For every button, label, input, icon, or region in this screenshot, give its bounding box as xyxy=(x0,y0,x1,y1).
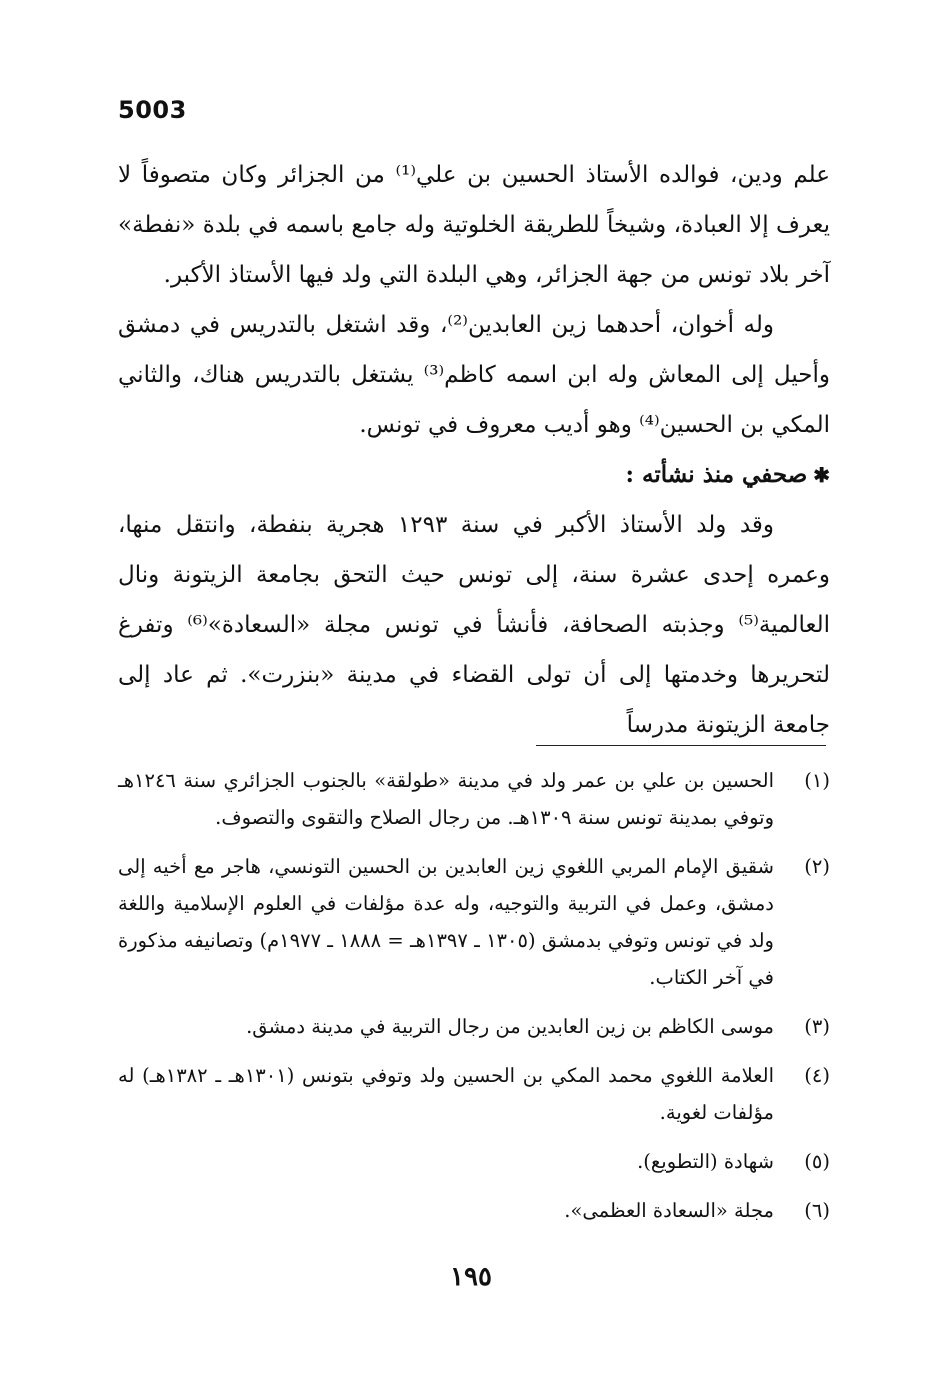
paragraph-2: وله أخوان، أحدهما زين العابدين⁽²⁾، وقد اشتغل بالتدريس في دمشق وأحيل إلى المعاش وله ابن اسمه كاظم⁽³⁾ يشتغل بالتدريس هناك، والثاني المكي بن الحسين⁽⁴⁾ وهو أديب معروف في تونس. xyxy=(118,312,831,438)
footnote-text: شقيق الإمام المربي اللغوي زين العابدين بن الحسين التونسي، هاجر مع أخيه إلى دمشق، وعمل في التربية والتوجيه، وله عدة مؤلفات في العلوم الإسلامية واللغة ولد في تونس وتوفي بدمشق (١٣٠٥ ـ ١٣٩٧هـ = ١٨٨٨ ـ ١٩٧٧م) وتصانيفه مذكورة في آخر الكتاب. xyxy=(118,855,774,989)
main-text xyxy=(118,150,830,750)
page-number-top: 5003 xyxy=(118,96,187,124)
section-heading-text: صحفي منذ نشأته : xyxy=(625,461,808,488)
footnote-number: (٥) xyxy=(804,1150,830,1173)
section-heading xyxy=(118,450,830,500)
footnote xyxy=(118,1192,830,1229)
footnote-text: شهادة (التطويع). xyxy=(637,1150,774,1173)
footnote-text: مجلة «السعادة العظمى». xyxy=(564,1199,774,1222)
footnote xyxy=(118,762,830,836)
footnote-text: العلامة اللغوي محمد المكي بن الحسين ولد وتوفي بتونس (١٣٠١هـ ـ ١٣٨٢هـ) له مؤلفات لغوية. xyxy=(118,1064,775,1124)
footnote-number: (٢) xyxy=(804,855,830,878)
footnote-number: (٣) xyxy=(804,1015,830,1038)
footnote-number: (٤) xyxy=(804,1064,830,1087)
star-icon: ✱ xyxy=(813,463,830,487)
paragraph-3: وقد ولد الأستاذ الأكبر في سنة ١٢٩٣ هجرية بنفطة، وانتقل منها، وعمره إحدى عشرة سنة، إلى تونس حيث التحق بجامعة الزيتونة ونال العالمية⁽⁵⁾ وجذبته الصحافة، فأنشأ في تونس مجلة «السعادة»⁽⁶⁾ وتفرغ لتحريرها وخدمتها إلى أن تولى القضاء في مدينة «بنزرت». ثم عاد إلى جامعة الزيتونة مدرساً xyxy=(118,512,830,738)
footnote xyxy=(118,1057,830,1131)
footnote-number: (١) xyxy=(804,769,830,792)
footnote-text: موسى الكاظم بن زين العابدين من رجال التربية في مدينة دمشق. xyxy=(246,1015,774,1038)
footnote-divider xyxy=(536,745,826,746)
footnote-number: (٦) xyxy=(804,1199,830,1222)
footnote-text: الحسين بن علي بن عمر ولد في مدينة «طولقة» بالجنوب الجزائري سنة ١٢٤٦هـ وتوفي بمدينة تونس سنة ١٣٠٩هـ. من رجال الصلاح والتقوى والتصوف. xyxy=(118,769,774,829)
footnote xyxy=(118,1008,830,1045)
page-number-bottom: ١٩٥ xyxy=(450,1262,492,1292)
footnote xyxy=(118,1143,830,1180)
footnotes xyxy=(118,762,830,1241)
footnote xyxy=(118,848,830,996)
paragraph-1: علم ودين، فوالده الأستاذ الحسين بن علي⁽¹⁾ من الجزائر وكان متصوفاً لا يعرف إلا العبادة، وشيخاً للطريقة الخلوتية وله جامع باسمه في بلدة «نفطة» آخر بلاد تونس من جهة الجزائر، وهي البلدة التي ولد فيها الأستاذ الأكبر. xyxy=(118,162,830,288)
